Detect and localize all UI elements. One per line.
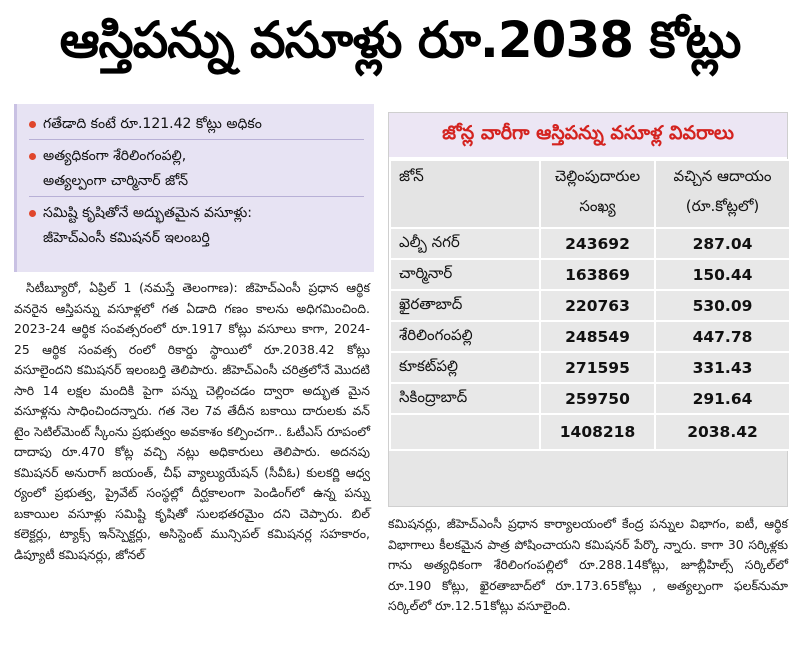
header-revenue: వచ్చిన ఆదాయం (రూ.కోట్లలో) <box>655 160 790 228</box>
cell-payers: 248549 <box>540 321 655 352</box>
cell-revenue: 530.09 <box>655 290 790 321</box>
bullet-icon <box>29 153 36 160</box>
cell-revenue: 447.78 <box>655 321 790 352</box>
cell-zone: సికింద్రాబాద్ <box>390 383 540 414</box>
headline: ఆస్తిపన్ను వసూళ్లు రూ.2038 కోట్లు <box>59 10 741 69</box>
article-paragraph: కమిషనర్లు, జీహెచ్ఎంసీ ప్రధాన కార్యాలయంలో కేంద్ర పన్నుల విభాగం, ఐటీ, ఆర్థిక విభాగాలు కీలకమైన పాత్ర పోషించాయని కమిషనర్ పేర్కొ న్నారు. కాగా 30 సర్కిళ్లకు గాను అత్యధికంగా శేరిలింగంపల్లిలో రూ.288.14కోట్లు, జూబ్లీహిల్స్ సర్కిల్‌లో రూ.190 కోట్లు, ఖైరతాబాద్‌లో రూ.173.65కోట్లు , అత్యల్పంగా ఫలక్‌నుమా సర్కిల్‌లో రూ.12.51కోట్లు వసూలైంది. <box>388 516 788 613</box>
highlight-line: జీహెచ్ఎంసీ కమిషనర్ ఇలంబర్తి <box>43 230 210 246</box>
highlight-item <box>29 144 364 197</box>
highlight-item <box>29 201 364 253</box>
cell-payers: 271595 <box>540 352 655 383</box>
zone-table-box <box>388 112 788 507</box>
zone-table <box>389 159 791 451</box>
cell-total-revenue: 2038.42 <box>655 414 790 450</box>
cell-total-payers: 1408218 <box>540 414 655 450</box>
cell-zone: కూకట్‌పల్లి <box>390 352 540 383</box>
cell-revenue: 287.04 <box>655 228 790 259</box>
table-row <box>390 259 790 290</box>
cell-zone: ఎల్బీ నగర్ <box>390 228 540 259</box>
article-paragraph: సిటీబ్యూరో, ఏప్రిల్ 1 (నమస్తే తెలంగాణ): జీహెచ్ఎంసీ ప్రధాన ఆర్థిక వనరైన ఆస్తిపన్ను వసూళ్లలో గత ఏడాది గణం కాలను అధిగమించింది. 2023-24 ఆర్థిక సంవత్సరంలో రూ.1917 కోట్లు వసూలు కాగా, 2024-25 ఆర్థిక సంవత్స రంలో రికార్డు స్థాయిలో రూ.2038.42 కోట్లు వసూలైందని కమిషనర్ ఇలంబర్తి తెలిపారు. జీహెచ్ఎంసీ చరిత్రలోనే మొదటి సారి 14 లక్షల మందికి పైగా పన్ను చెల్లించడం ద్వారా అద్భుత మైన వసూళ్లను సాధించిందన్నారు. గత నెల 7వ తేదీన బకాయి దారులకు వన్ టైం సెటిల్‌మెంట్ స్కీంను ప్రభుత్వం అవకాశం కల్పించగా.. ఓటీఎస్ రూపంలో దాదాపు రూ.470 కోట్ల వచ్చి నట్లు అధికారులు తెలిపారు. అదనపు కమిషనర్ అనురాగ్ జయంత్, చీఫ్ వ్యాల్యుయేషన్ (సీవీఓ) కులకర్ణి ఆధ్వ ర్యంలో ప్రభుత్వ, ప్రైవేట్ సంస్థల్లో దీర్ఘకాలంగా పెండింగ్‌లో ఉన్న పన్ను బకాయిల వసూళ్లు సమిష్టి కృషితో సులభతరమైం దని చెప్పారు. బిల్ కలెక్టర్లు, ట్యాక్స్ ఇన్‌స్పెక్టర్లు, అసిస్టెంట్ మున్సిపల్ కమిషనర్ల సహకారం, డిప్యూటీ కమిషనర్లు, జోనల్ <box>14 280 370 562</box>
table-row <box>390 290 790 321</box>
table-total-row <box>390 414 790 450</box>
highlight-line: అత్యధికంగా శేరిలింగంపల్లి, <box>43 148 187 164</box>
cell-zone: శేరిలింగంపల్లి <box>390 321 540 352</box>
cell-payers: 163869 <box>540 259 655 290</box>
cell-revenue: 291.64 <box>655 383 790 414</box>
table-header-row <box>390 160 790 228</box>
cell-zone: ఖైరతాబాద్ <box>390 290 540 321</box>
cell-payers: 243692 <box>540 228 655 259</box>
article-body-left <box>14 278 370 565</box>
table-row <box>390 321 790 352</box>
highlights-box <box>14 104 374 272</box>
cell-payers: 259750 <box>540 383 655 414</box>
cell-total-label <box>390 414 540 450</box>
bullet-icon <box>29 210 36 217</box>
table-row <box>390 352 790 383</box>
table-row <box>390 383 790 414</box>
cell-revenue: 150.44 <box>655 259 790 290</box>
article-body-right <box>388 514 788 617</box>
header-payers: చెల్లింపుదారుల సంఖ్య <box>540 160 655 228</box>
highlight-item <box>29 112 364 140</box>
highlight-line: అత్యల్పంగా చార్మినార్ జోన్ <box>43 173 189 189</box>
highlight-line: సమిష్టి కృషితోనే అద్భుతమైన వసూళ్లు: <box>43 205 252 221</box>
cell-zone: చార్మినార్ <box>390 259 540 290</box>
bullet-icon <box>29 121 36 128</box>
cell-revenue: 331.43 <box>655 352 790 383</box>
table-title: జోన్ల వారీగా ఆస్తిపన్ను వసూళ్ల వివరాలు <box>389 113 787 159</box>
header-zone: జోన్ <box>390 160 540 228</box>
highlight-line: గతేడాది కంటే రూ.121.42 కోట్లు అధికం <box>43 116 262 132</box>
table-row <box>390 228 790 259</box>
cell-payers: 220763 <box>540 290 655 321</box>
